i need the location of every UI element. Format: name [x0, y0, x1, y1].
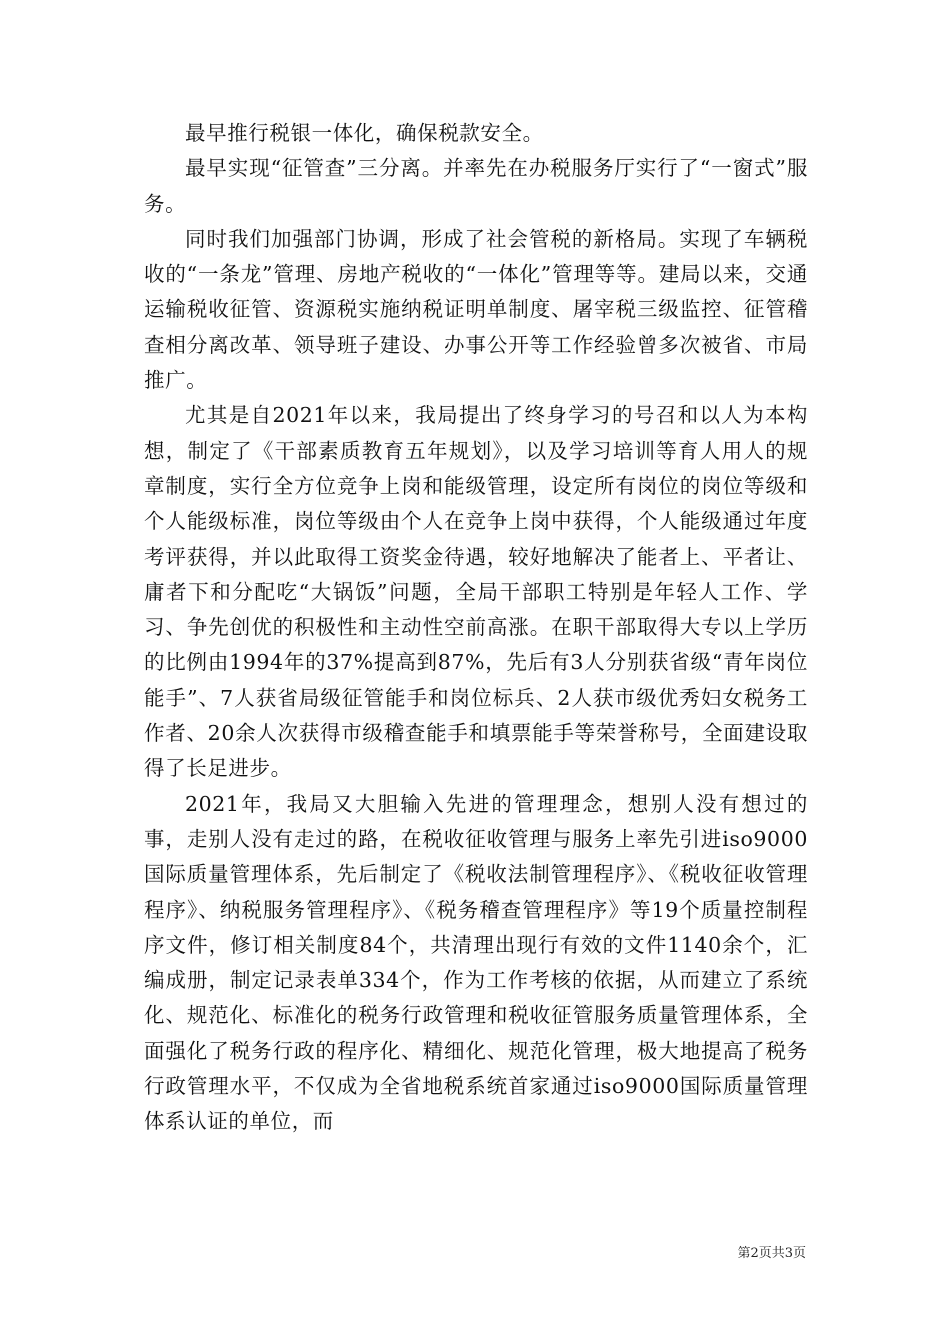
- paragraph-1: 最早推行税银一体化，确保税款安全。: [185, 121, 544, 145]
- paragraph-5: 2021年，我局又大胆输入先进的管理理念，想别人没有想过的事，走别人没有走过的路，在税收征收管理与服务上率先引进iso9000国际质量管理体系，先后制定了《税收法制管理程序》、《税收征收管理程序》、纳税服务管理程序》、《税务稽查管理程序》等19个质量控制程序文件，修订相关制度84个，共清理出现行有效的文件1140余个，汇编成册，制定记录表单334个，作为工作考核的依据，从而建立了系统化、规范化、标准化的税务行政管理和税收征管服务质量管理体系，全面强化了税务行政的程序化、精细化、规范化管理，极大地提高了税务行政管理水平，不仅成为全省地税系统首家通过iso9000国际质量管理体系认证的单位，而: [144, 791, 808, 1134]
- document-body: [144, 116, 808, 1140]
- paragraph-4: 尤其是自2021年以来，我局提出了终身学习的号召和以人为本构想，制定了《干部素质教育五年规划》，以及学习培训等育人用人的规章制度，实行全方位竞争上岗和能级管理，设定所有岗位的岗位等级和个人能级标准，岗位等级由个人在竞争上岗中获得，个人能级通过年度考评获得，并以此取得工资奖金待遇，较好地解决了能者上、平者让、庸者下和分配吃“大锅饭”问题，全局干部职工特别是年轻人工作、学习、争先创优的积极性和主动性空前高涨。在职干部取得大专以上学历的比例由1994年的37%提高到87%，先后有3人分别获省级“青年岗位能手”、7人获省局级征管能手和岗位标兵、2人获市级优秀妇女税务工作者、20余人次获得市级稽查能手和填票能手等荣誉称号，全面建设取得了长足进步。: [144, 403, 808, 781]
- page-number: 第2页共3页: [737, 1246, 806, 1261]
- paragraph-2: 最早实现“征管查”三分离。并率先在办税服务厅实行了“一窗式”服务。: [144, 156, 808, 216]
- paragraph-3: 同时我们加强部门协调，形成了社会管税的新格局。实现了车辆税收的“一条龙”管理、房地产税收的“一体化”管理等等。建局以来，交通运输税收征管、资源税实施纳税证明单制度、屠宰税三级监控、征管稽查相分离改革、领导班子建设、办事公开等工作经验曾多次被省、市局推广。: [144, 226, 808, 393]
